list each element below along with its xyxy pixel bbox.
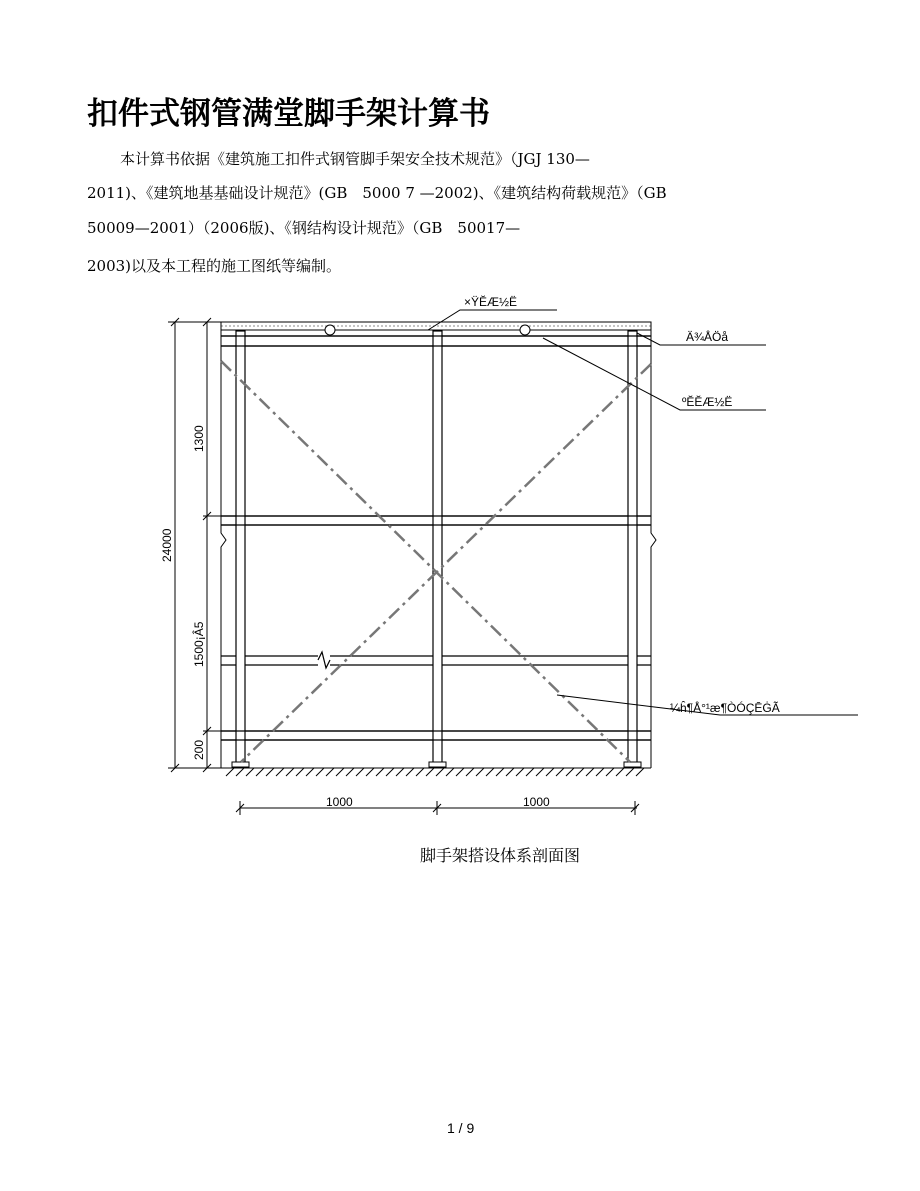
ground-line [221, 768, 651, 776]
top-bearer-circle [325, 325, 335, 335]
dim-bay-2: 1000 [523, 795, 550, 809]
paragraph-line-2: 2011)、《建筑地基基础设计规范》(GB 5000 7 —2002)、《建筑结构荷载规范》（GB [87, 184, 667, 202]
document-title: 扣件式钢管满堂脚手架计算书 [87, 96, 490, 132]
base-plates [232, 762, 641, 767]
label-right-2: ºĔĔÆ½Ë [682, 395, 733, 409]
label-right-1: Ä¾ÅÖå [686, 330, 729, 344]
paragraph-line-4: 2003)以及本工程的施工图纸等编制。 [87, 257, 342, 275]
dim-top-step: 1300 [192, 425, 206, 452]
dim-bottom-step: 200 [192, 739, 206, 760]
horizontal-dimensions [236, 801, 639, 815]
break-mark [318, 652, 330, 668]
dim-bay-1: 1000 [326, 795, 353, 809]
dim-total-height: 24000 [160, 528, 174, 562]
vertical-standards [236, 331, 637, 765]
paragraph-line-1: 本计算书依据《建筑施工扣件式钢管脚手架安全技术规范》（JGJ 130— [120, 150, 590, 168]
label-right-3: ¼ĥ¶Å°¹æ¶ÒÓÇĒĠÃ [670, 701, 780, 715]
label-top-plank: ×ŸĔÆ½Ë [464, 295, 518, 309]
page-number: 1 / 9 [447, 1120, 475, 1136]
top-plank [221, 322, 651, 330]
top-bearer-circle [520, 325, 530, 335]
paragraph-line-3: 50009—2001）（2006版)、《钢结构设计规范》（GB 50017— [87, 219, 521, 237]
dim-mid-step: 1500¡Â5 [192, 621, 206, 667]
figure-caption: 脚手架搭设体系剖面图 [420, 846, 581, 865]
vertical-dimensions [168, 318, 221, 772]
